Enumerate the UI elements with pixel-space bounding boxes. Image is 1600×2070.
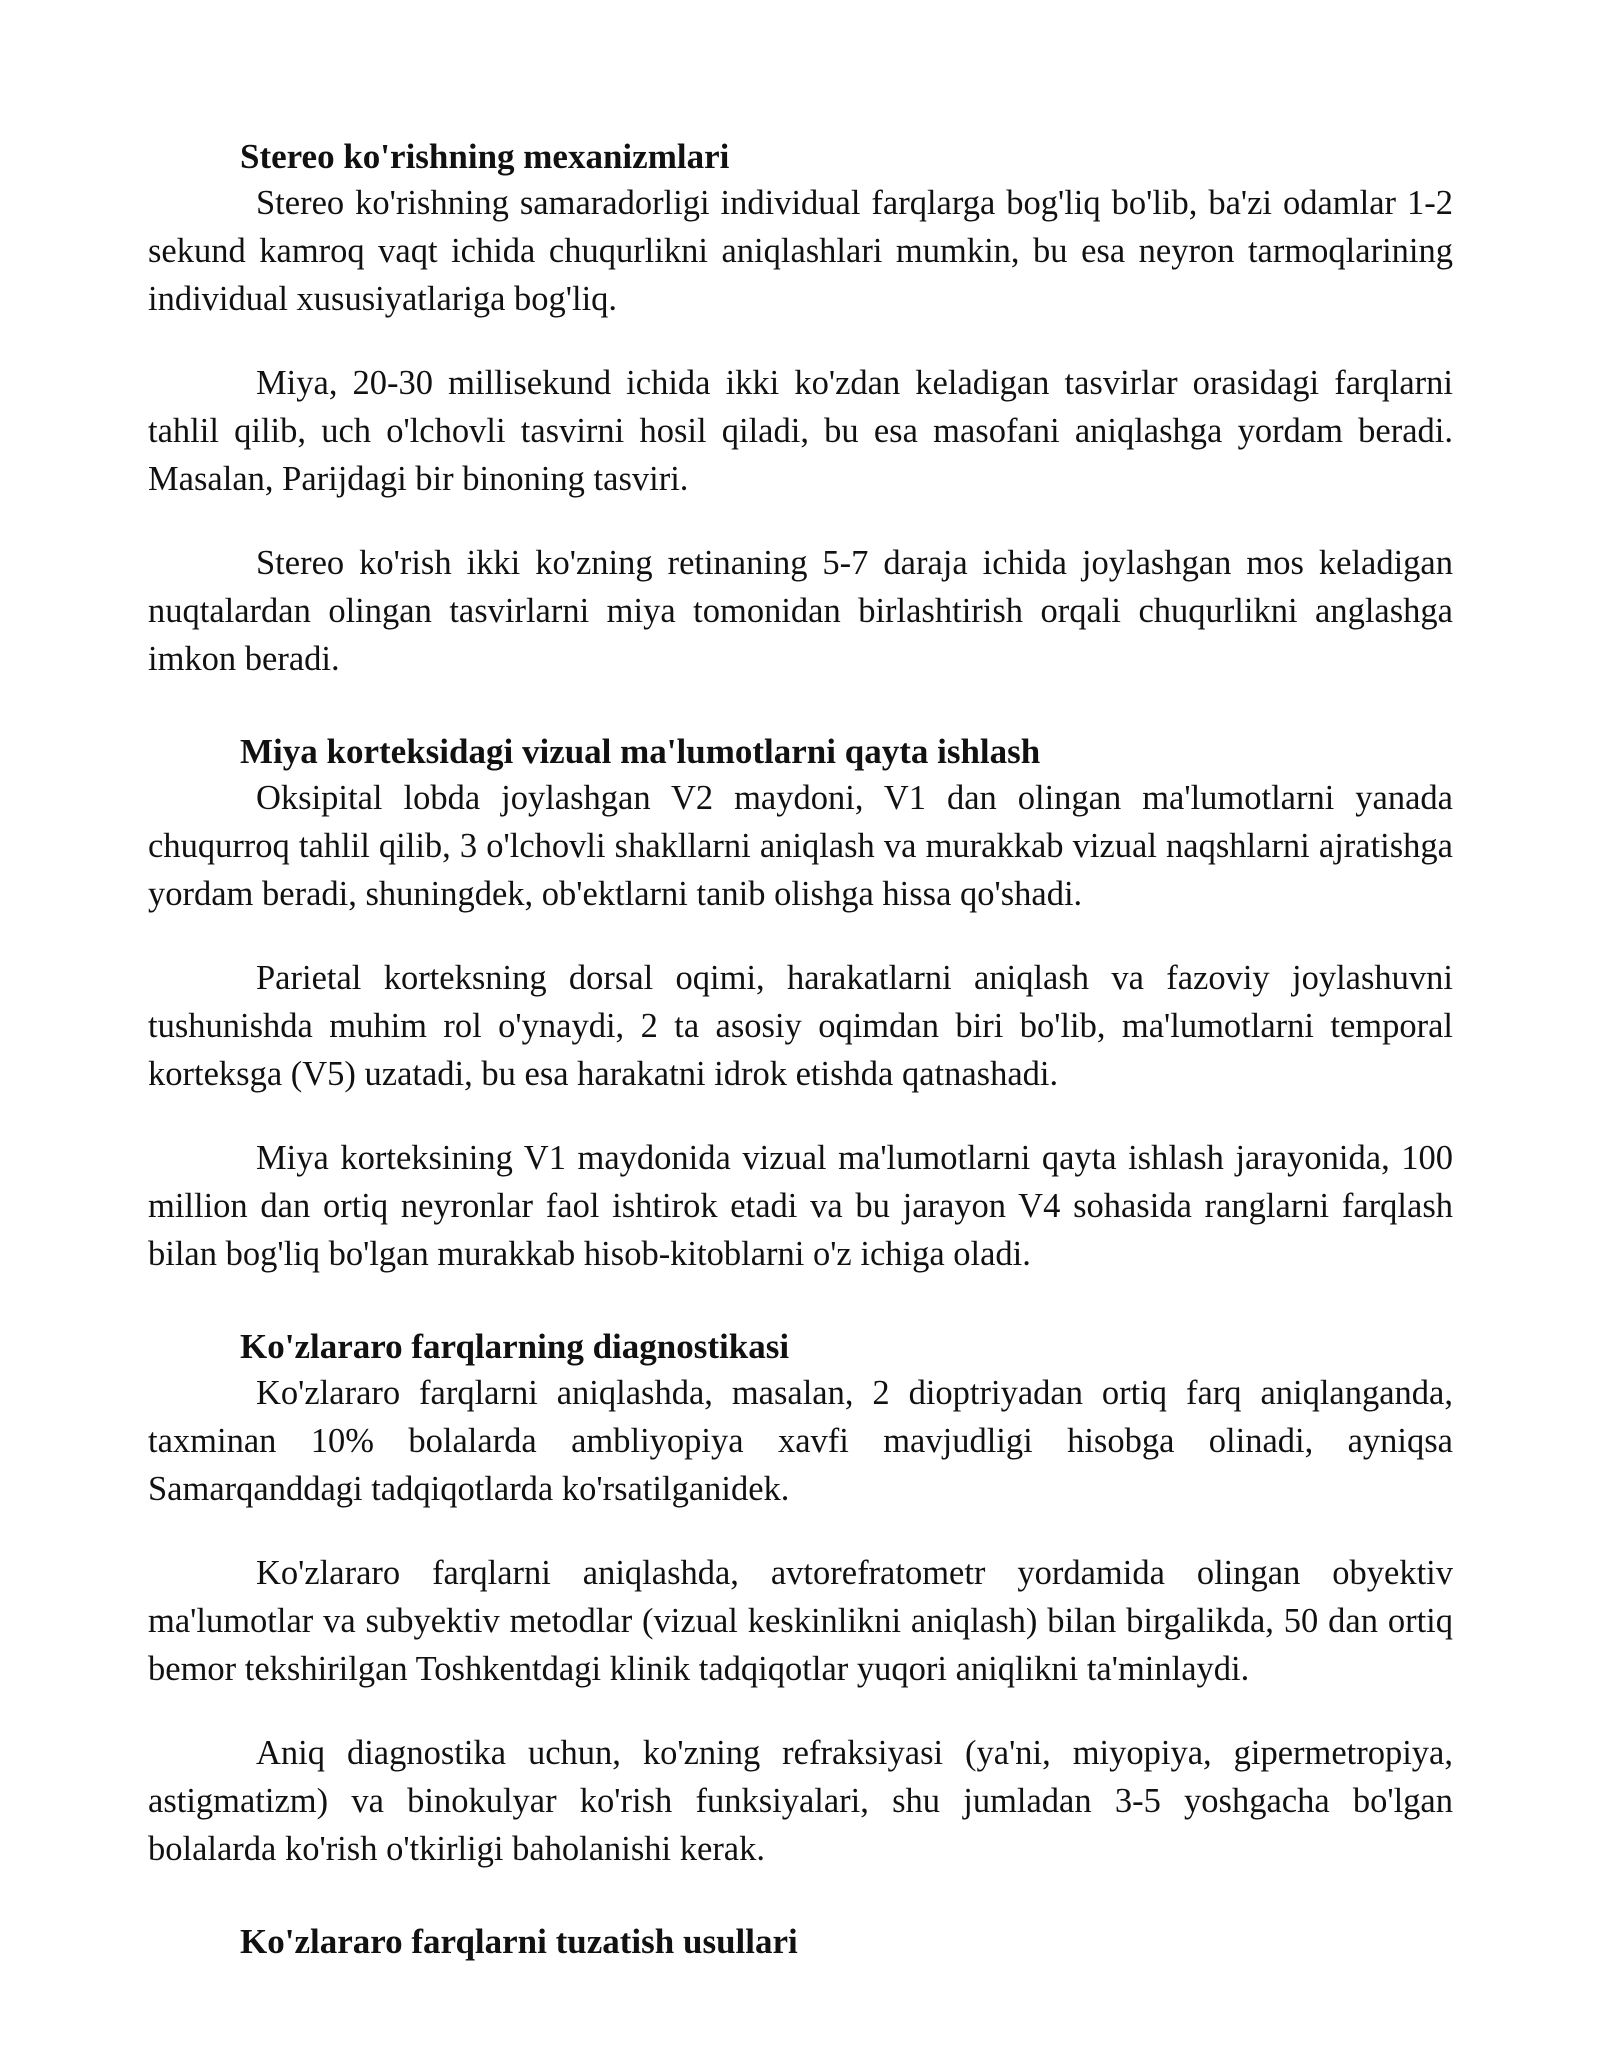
document-page <box>148 134 1453 1964</box>
paragraph: Parietal korteksning dorsal oqimi, harakatlarni aniqlash va fazoviy joylashuvni tushunishda muhim rol o'ynaydi, 2 ta asosiy oqimdan biri bo'lib, ma'lumotlarni temporal korteksga (V5) uzatadi, bu esa harakatni idrok etishda qatnashadi. <box>148 959 1453 1093</box>
section-heading: Stereo ko'rishning mexanizmlari <box>240 137 730 176</box>
paragraph: Oksipital lobda joylashgan V2 maydoni, V1 dan olingan ma'lumotlarni yanada chuqurroq tahlil qilib, 3 o'lchovli shakllarni aniqlash va murakkab vizual naqshlarni ajratishga yordam beradi, shuningdek, ob'ektlarni tanib olishga hissa qo'shadi. <box>148 779 1453 913</box>
paragraph: Stereo ko'rish ikki ko'zning retinaning 5-7 daraja ichida joylashgan mos keladigan nuqtalardan olingan tasvirlarni miya tomonidan birlashtirish orqali chuqurlikni anglashga imkon beradi. <box>148 544 1453 678</box>
paragraph: Ko'zlararo farqlarni aniqlashda, avtorefratometr yordamida olingan obyektiv ma'lumotlar va subyektiv metodlar (vizual keskinlikni aniqlash) bilan birgalikda, 50 dan ortiq bemor tekshirilgan Toshkentdagi klinik tadqiqotlar yuqori aniqlikni ta'minlaydi. <box>148 1554 1453 1688</box>
section-stereo-mechanisms <box>148 134 1453 683</box>
paragraph: Ko'zlararo farqlarni aniqlashda, masalan, 2 dioptriyadan ortiq farq aniqlanganda, taxminan 10% bolalarda ambliyopiya xavfi mavjudligi hisobga olinadi, ayniqsa Samarqanddagi tadqiqotlarda ko'rsatilganidek. <box>148 1374 1453 1508</box>
paragraph: Stereo ko'rishning samaradorligi individual farqlarga bog'liq bo'lib, ba'zi odamlar 1-2 sekund kamroq vaqt ichida chuqurlikni aniqlashlari mumkin, bu esa neyron tarmoqlarining individual xususiyatlariga bog'liq. <box>148 184 1453 318</box>
section-cortex-processing <box>148 729 1453 1278</box>
section-interocular-diagnostics <box>148 1324 1453 1873</box>
section-heading: Ko'zlararo farqlarning diagnostikasi <box>240 1327 790 1366</box>
section-heading: Miya korteksidagi vizual ma'lumotlarni qayta ishlash <box>240 732 1041 771</box>
paragraph: Miya, 20-30 millisekund ichida ikki ko'zdan keladigan tasvirlar orasidagi farqlarni tahlil qilib, uch o'lchovli tasvirni hosil qiladi, bu esa masofani aniqlashga yordam beradi. Masalan, Parijdagi bir binoning tasviri. <box>148 364 1453 498</box>
paragraph: Aniq diagnostika uchun, ko'zning refraksiyasi (ya'ni, miyopiya, gipermetropiya, astigmatizm) va binokulyar ko'rish funksiyalari, shu jumladan 3-5 yoshgacha bo'lgan bolalarda ko'rish o'tkirligi baholanishi kerak. <box>148 1734 1453 1868</box>
section-correction-methods <box>148 1919 1453 1964</box>
paragraph: Miya korteksining V1 maydonida vizual ma'lumotlarni qayta ishlash jarayonida, 100 million dan ortiq neyronlar faol ishtirok etadi va bu jarayon V4 sohasida ranglarni farqlash bilan bog'liq bo'lgan murakkab hisob-kitoblarni o'z ichiga oladi. <box>148 1139 1453 1273</box>
section-heading: Ko'zlararo farqlarni tuzatish usullari <box>240 1922 798 1961</box>
